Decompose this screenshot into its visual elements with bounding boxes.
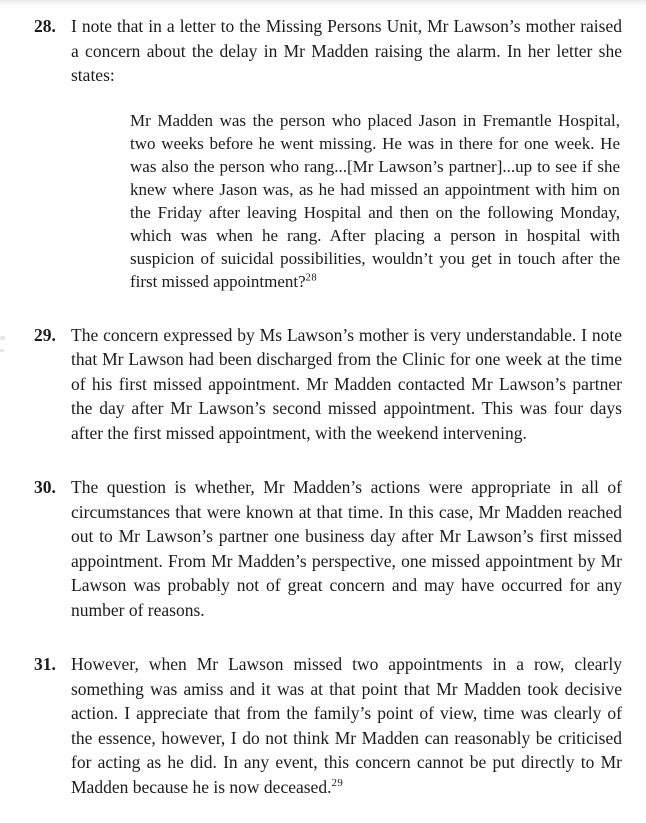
quote-text: Mr Madden was the person who placed Jason in Fremantle Hospital, two weeks before he went missing. He was in there for one week. He was also the person who rang...[Mr Lawson’s partner]...up to see if she knew where Jason was, as he had missed an appointment with him on the Friday after leaving Hospital and then on the following Monday, which was when he rang. After placing a person in hospital with suspicion of suicidal possibilities, wouldn’t you get in touch after the first missed appointment?	[130, 110, 620, 291]
paragraph-number: 30.	[34, 477, 56, 497]
paragraph-number: 31.	[34, 654, 56, 674]
paragraph-body	[71, 14, 622, 293]
paragraph-body	[71, 475, 622, 622]
paragraph-number: 29.	[34, 324, 56, 345]
paragraph-30	[34, 475, 622, 622]
paragraph-text: The question is whether, Mr Madden’s actions were appropriate in all of circumstances that were known at that time. In this case, Mr Madden reached out to Mr Lawson’s partner one business day after Mr Lawson’s first missed appointment. From Mr Madden’s perspective, one missed appointment by Mr Lawson was probably not of great concern and may have occurred for any number of reasons.	[71, 477, 622, 620]
paragraph-text: The concern expressed by Ms Lawson’s mother is very understandable. I note that Mr Lawson had been discharged from the Clinic for one week at the time of his first missed appointment. Mr Madden contacted Mr Lawson’s partner the day after Mr Lawson’s second missed appointment. This was four days after the first missed appointment, with the weekend intervening.	[71, 324, 622, 443]
paragraph-text: However, when Mr Lawson missed two appointments in a row, clearly something was amiss and it was at that point that Mr Madden took decisive action. I appreciate that from the family’s point of view, time was clearly of the essence, however, I do not think Mr Madden can reasonably be criticised for acting as he did. In any event, this concern cannot be put directly to Mr Madden because he is now deceased.	[71, 654, 622, 797]
scan-artifact	[0, 336, 5, 340]
document-body	[34, 14, 622, 823]
footnote-reference: 28	[305, 271, 318, 283]
paragraph-number: 28.	[34, 16, 56, 36]
paragraph-29	[34, 323, 622, 446]
footnote-reference: 29	[331, 776, 344, 789]
scan-edge-artifact	[0, 0, 646, 5]
scan-artifact	[0, 349, 4, 352]
paragraph-31	[34, 652, 622, 799]
paragraph-text: I note that in a letter to the Missing Persons Unit, Mr Lawson’s mother raised a concern about the delay in Mr Madden raising the alarm. In her letter she states:	[71, 16, 622, 85]
paragraph-body	[71, 323, 622, 446]
block-quote	[130, 109, 620, 293]
paragraph-28	[34, 14, 622, 293]
paragraph-body	[71, 652, 622, 799]
